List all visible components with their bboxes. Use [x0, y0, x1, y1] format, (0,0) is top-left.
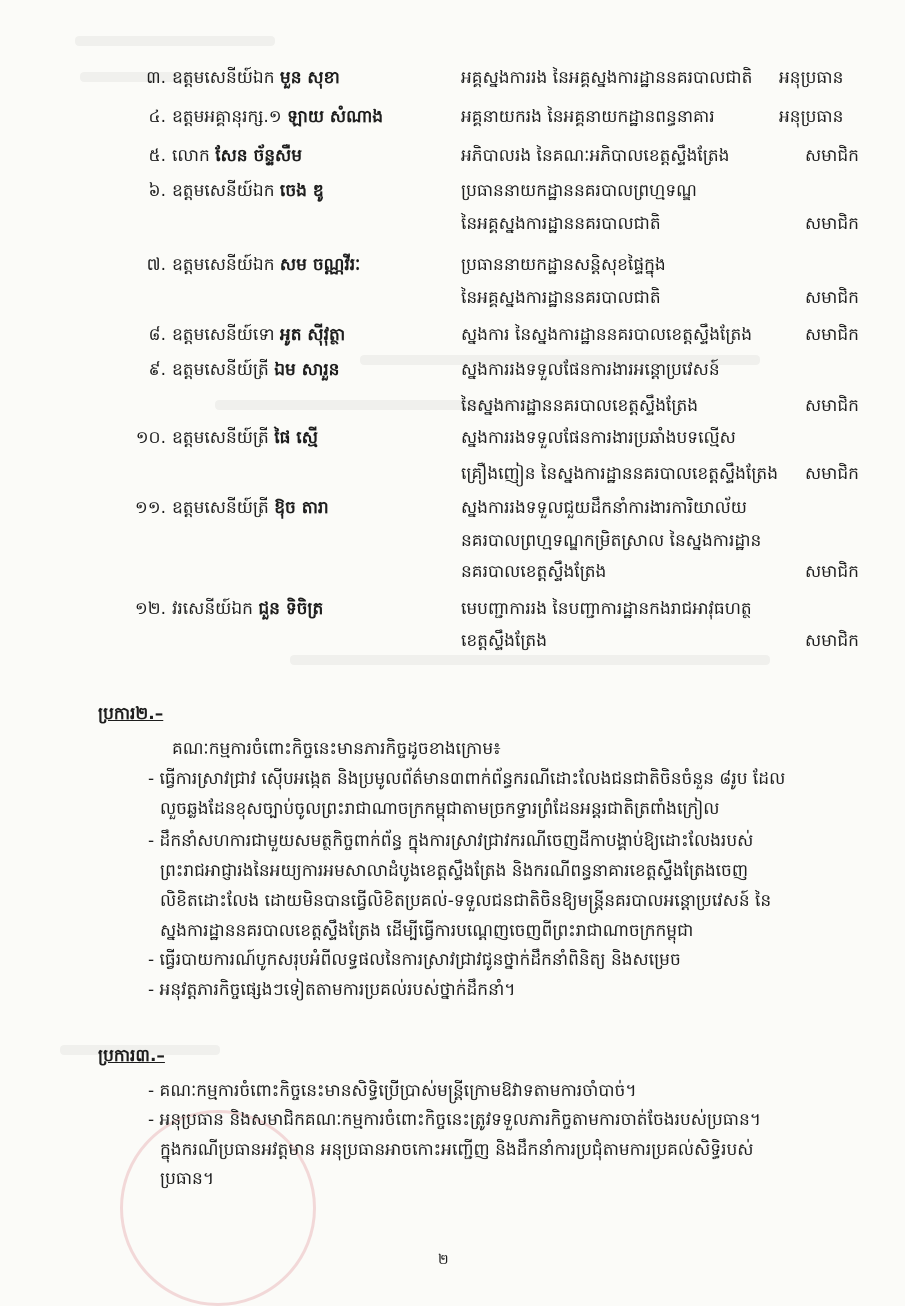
member-name: ចេង ឌូ: [279, 181, 324, 201]
member-position-line: ប្រធាននាយកដ្ឋានសន្តិសុខផ្ទៃក្នុង: [461, 255, 666, 275]
member-position-line: នៃស្នងការដ្ឋាននគរបាលខេត្តស្ទឹងត្រែង: [461, 396, 699, 416]
article-2-line: លិខិតដោះលែង ដោយមិនបានធ្វើលិខិតប្រគល់-ទទួលជនជាតិចិនឱ្យមន្ត្រីនគរបាលអន្តោប្រវេសន៍ នៃ: [160, 891, 772, 911]
member-title: ឧត្តមអគ្គានុរក្ស.១: [172, 107, 282, 127]
member-role: អនុប្រធាន: [779, 107, 844, 127]
member-title: ឧត្តមសេនីយ៍ទោ: [172, 325, 275, 345]
article-2-line: ស្នងការដ្ឋាននគរបាលខេត្តស្ទឹងត្រែង ដើម្បីធ្វើការបណ្តេញចេញពីព្រះរាជាណាចក្រកម្ពុជា: [160, 921, 694, 941]
member-position-line: ស្នងការរងទទួលផែនការងារអន្តោប្រវេសន៍: [461, 360, 720, 380]
member-name: ឱុច តារា: [274, 498, 329, 518]
member-number: ១០.: [135, 428, 166, 448]
member-row: [0, 597, 905, 659]
member-position: អគ្គស្នងការរង នៃអគ្គស្នងការដ្ឋាននគរបាលជាតិ: [461, 68, 753, 88]
member-name: ឡាយ សំណាង: [287, 107, 384, 127]
member-name: សម ចណ្ណវីរៈ: [279, 255, 361, 275]
member-position-line: នៃអគ្គស្នងការដ្ឋាននគរបាលជាតិ: [461, 214, 661, 234]
member-name: មួន សុខា: [279, 68, 340, 88]
article-3-line: - អនុប្រធាន និងសមាជិកគណៈកម្មការចំពោះកិច្ចនេះត្រូវទទួលភារកិច្ចតាមការចាត់ចែងរបស់ប្រធាន។: [148, 1110, 761, 1130]
member-title: ឧត្តមសេនីយ៍ត្រី: [172, 498, 269, 518]
member-person: [172, 323, 345, 347]
member-name: សែន ច័ន្ទសឺម: [215, 146, 303, 166]
bleed-mark: [75, 36, 275, 46]
member-position: ស្នងការ នៃស្នងការដ្ឋាននគរបាលខេត្តស្ទឹងត្រែង: [461, 325, 753, 345]
member-role: សមាជិក: [805, 288, 859, 308]
member-person: [172, 426, 318, 450]
member-row: [0, 426, 905, 488]
member-number: ៩.: [148, 360, 166, 380]
member-number: ៣.: [146, 68, 166, 88]
member-position-line: ខេត្តស្ទឹងត្រែង: [461, 631, 547, 651]
member-person: [172, 496, 329, 520]
member-position-line: នគរបាលខេត្តស្ទឹងត្រែង: [461, 562, 607, 582]
member-number: ៥.: [148, 146, 166, 166]
article-2-line: ព្រះរាជអាជ្ញារងនៃអយ្យការអមសាលាដំបូងខេត្តស្ទឹងត្រែង និងករណីពន្ធនាគារខេត្តស្ទឹងត្រែងចេញ: [160, 861, 749, 881]
article-3-line: ប្រធាន។: [160, 1169, 215, 1189]
member-position-line: ប្រធាននាយកដ្ឋាននគរបាលព្រហ្មទណ្ឌ: [461, 181, 697, 201]
member-position: អភិបាលរង នៃគណៈអភិបាលខេត្តស្ទឹងត្រែង: [461, 146, 730, 166]
member-name: ជួន ទិចិត្រ: [258, 599, 324, 619]
member-role: សមាជិក: [805, 464, 859, 484]
member-name: អូត ស៊ីវុត្ថា: [279, 325, 346, 345]
article-2-line: លួចឆ្លងដែនខុសច្បាប់ចូលព្រះរាជាណាចក្រកម្ពុជាតាមច្រកទ្វារព្រំដែនអន្តរជាតិត្រពាំងក្រៀល: [160, 799, 720, 819]
member-title: ឧត្តមសេនីយ៍ឯក: [172, 255, 275, 275]
member-position: អគ្គនាយករង នៃអគ្គនាយកដ្ឋានពន្ធនាគារ: [461, 107, 715, 127]
article-3-heading: ប្រការ៣.–: [98, 1046, 165, 1066]
member-person: [172, 144, 302, 168]
member-title: វរសេនីយ៍ឯក: [172, 599, 253, 619]
member-number: ៨.: [148, 325, 166, 345]
member-row: [0, 253, 905, 315]
member-title: ឧត្តមសេនីយ៍ត្រី: [172, 360, 269, 380]
member-position-line: ស្នងការរងទទួលផែនការងារប្រឆាំងបទល្មើស: [461, 428, 736, 448]
member-role: សមាជិក: [805, 562, 859, 582]
member-role: អនុប្រធាន: [779, 68, 844, 88]
article-2-heading: ប្រការ២.–: [98, 704, 164, 724]
member-person: [172, 66, 340, 90]
member-role: សមាជិក: [805, 146, 859, 166]
member-number: ៧.: [146, 255, 166, 275]
member-person: [172, 179, 324, 203]
member-number: ១២.: [134, 599, 166, 619]
member-row: [0, 496, 905, 584]
member-title: លោក: [172, 146, 210, 166]
member-title: ឧត្តមសេនីយ៍ត្រី: [172, 428, 269, 448]
article-2-line: - ធ្វើរបាយការណ៍បូកសរុបអំពីលទ្ធផលនៃការស្រាវជ្រាវជូនថ្នាក់ដឹកនាំពិនិត្យ និងសម្រេច: [148, 950, 681, 970]
member-person: [172, 597, 323, 621]
article-2-intro: គណៈកម្មការចំពោះកិច្ចនេះមានភារកិច្ចដូចខាងក្រោម៖: [172, 739, 501, 759]
member-name: ឯម សារួន: [274, 360, 340, 380]
member-row: [0, 179, 905, 241]
member-row: [0, 358, 905, 420]
member-number: ៦.: [148, 181, 166, 201]
article-2-line: - ដឹកនាំសហការជាមួយសមត្ថកិច្ចពាក់ព័ន្ធ ក្នុងការស្រាវជ្រាវករណីចេញដីកាបង្គាប់ឱ្យដោះលែងរបស់: [148, 831, 754, 851]
member-person: [172, 253, 360, 277]
article-3-line: - គណៈកម្មការចំពោះកិច្ចនេះមានសិទ្ធិប្រើប្រាស់មន្ត្រីក្រោមឱវាទតាមការចាំបាច់។: [148, 1081, 637, 1101]
member-name: ផៃ ស្មើ: [274, 428, 318, 448]
article-3-line: ក្នុងករណីប្រធានអវត្តមាន អនុប្រធានអាចកោះអញ្ជើញ និងដឹកនាំការប្រជុំតាមការប្រគល់សិទ្ធិរបស់: [160, 1140, 754, 1160]
member-position-line: គ្រឿងញៀន នៃស្នងការដ្ឋាននគរបាលខេត្តស្ទឹងត្រែង: [461, 464, 779, 484]
article-2-line: - អនុវត្តភារកិច្ចផ្សេងៗទៀតតាមការប្រគល់របស់ថ្នាក់ដឹកនាំ។: [148, 980, 516, 1000]
member-position-line: ស្នងការរងទទួលជួយដឹកនាំការងារការិយាល័យ: [461, 498, 747, 518]
page-number: ២: [438, 1252, 449, 1268]
member-person: [172, 105, 383, 129]
member-role: សមាជិក: [805, 631, 859, 651]
member-title: ឧត្តមសេនីយ៍ឯក: [172, 68, 275, 88]
article-2-line: - ធ្វើការស្រាវជ្រាវ ស៊ើបអង្កេត និងប្រមូលព័ត៌មាន៣ពាក់ព័ន្ធករណីដោះលែងជនជាតិចិនចំនួន ៨រូប ដែល: [148, 769, 786, 789]
member-position-line: នគរបាលព្រហ្មទណ្ឌកម្រិតស្រាល នៃស្នងការដ្ឋាន: [461, 531, 762, 551]
member-title: ឧត្តមសេនីយ៍ឯក: [172, 181, 275, 201]
member-position-line: នៃអគ្គស្នងការដ្ឋាននគរបាលជាតិ: [461, 288, 661, 308]
member-role: សមាជិក: [805, 396, 859, 416]
member-role: សមាជិក: [805, 325, 859, 345]
member-role: សមាជិក: [805, 214, 859, 234]
member-person: [172, 358, 339, 382]
member-position-line: មេបញ្ជាការរង នៃបញ្ជាការដ្ឋានកងរាជអាវុធហត្ថ: [461, 599, 752, 619]
member-number: ៤.: [148, 107, 166, 127]
member-number: ១១.: [134, 498, 166, 518]
